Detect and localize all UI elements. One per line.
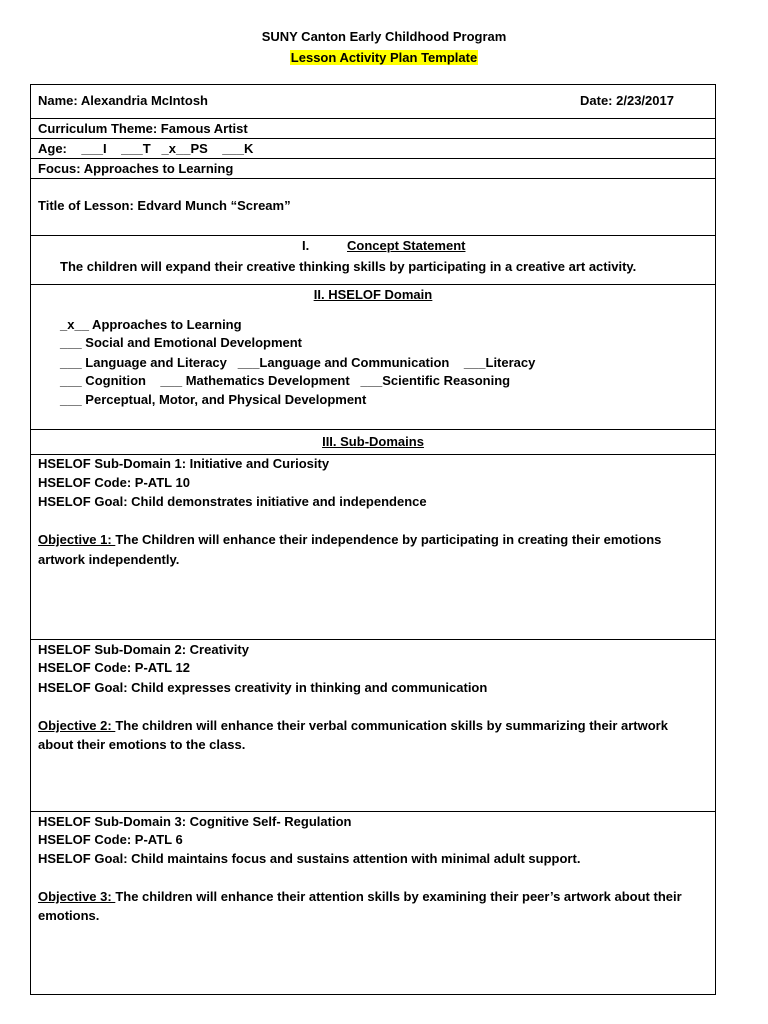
concept-heading: Concept Statement [347,238,466,253]
objective-line [38,531,661,549]
objective-continuation: about their emotions to the class. [38,737,246,752]
concept-statement: The children will expand their creative thinking skills by participating in a creative art activity. [60,259,637,274]
domain-line: ___ Perceptual, Motor, and Physical Development [60,392,367,407]
lesson-title: Title of Lesson: Edvard Munch “Scream” [38,198,291,213]
concept-numeral: I. [302,238,310,253]
name-field: Name: Alexandria McIntosh [38,93,209,108]
lesson-plan-form [30,84,716,995]
subdomains-heading [31,433,715,451]
objective-continuation: emotions. [38,908,100,923]
subdomain-title: HSELOF Sub-Domain 3: Cognitive Self- Regulation [38,814,352,829]
age-field: Age: ___I ___T _x__PS ___K [38,141,254,156]
date-field: Date: 2/23/2017 [580,93,674,108]
subdomain-3-section [31,812,715,996]
template-title-highlight: Lesson Activity Plan Template [290,50,478,65]
subdomains-heading-text: III. Sub-Domains [322,434,424,449]
focus-row [31,159,715,179]
subdomain-1-section [31,455,715,640]
objective-line [38,888,682,906]
objective-text: The children will enhance their verbal communication skills by summarizing their artwork [115,718,668,733]
objective-text: The children will enhance their attention skills by examining their peer’s artwork about their [115,889,682,904]
curriculum-theme: Curriculum Theme: Famous Artist [38,121,248,136]
subdomain-code: HSELOF Code: P-ATL 10 [38,475,190,490]
focus-field: Focus: Approaches to Learning [38,161,234,176]
template-title [0,50,768,65]
lesson-title-row [31,179,715,236]
age-row [31,139,715,159]
domain-line: ___ Social and Emotional Development [60,335,303,350]
domain-line: _x__ Approaches to Learning [60,317,242,332]
subdomain-goal: HSELOF Goal: Child demonstrates initiative and independence [38,494,427,509]
objective-label: Objective 3: [38,889,116,904]
program-title: SUNY Canton Early Childhood Program [261,29,507,44]
domain-heading [31,286,715,304]
domain-heading-text: II. HSELOF Domain [313,287,433,302]
objective-label: Objective 1: [38,532,116,547]
subdomain-goal: HSELOF Goal: Child maintains focus and sustains attention with minimal adult support. [38,851,581,866]
subdomain-title: HSELOF Sub-Domain 1: Initiative and Curiosity [38,456,330,471]
subdomain-title: HSELOF Sub-Domain 2: Creativity [38,642,249,657]
objective-label: Objective 2: [38,718,116,733]
objective-continuation: artwork independently. [38,552,180,567]
domain-line: ___ Cognition ___ Mathematics Development ___Scientific Reasoning [60,373,511,388]
subdomains-heading-row [31,430,715,455]
domain-line: ___ Language and Literacy ___Language and Communication ___Literacy [60,355,536,370]
subdomain-2-section [31,640,715,812]
subdomain-code: HSELOF Code: P-ATL 6 [38,832,183,847]
theme-row [31,119,715,139]
objective-line [38,717,668,735]
name-date-row [31,85,715,119]
concept-section [31,236,715,285]
subdomain-goal: HSELOF Goal: Child expresses creativity in thinking and communication [38,680,488,695]
objective-text: The Children will enhance their independence by participating in creating their emotions [115,532,662,547]
domain-section [31,285,715,430]
subdomain-code: HSELOF Code: P-ATL 12 [38,660,190,675]
